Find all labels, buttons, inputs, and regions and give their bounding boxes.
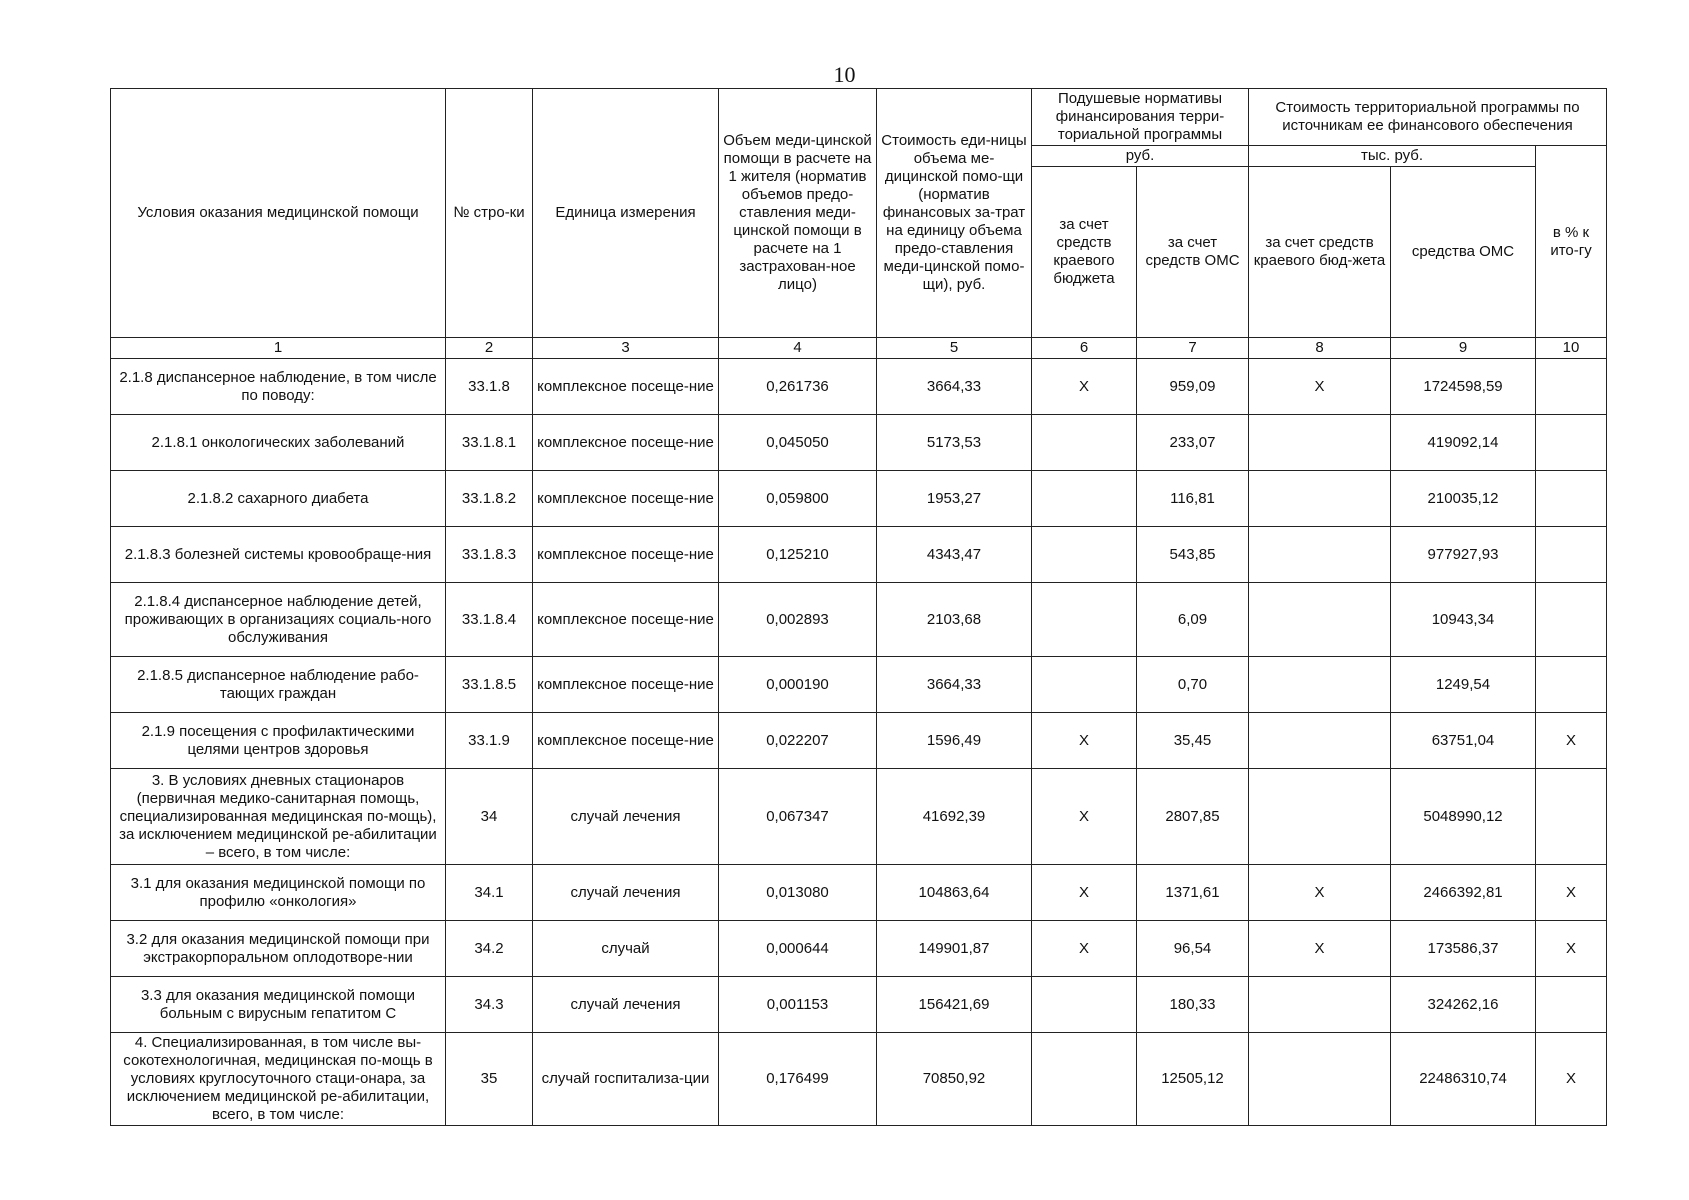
table-row [111,865,1607,921]
header-volume: Объем меди-цинской помощи в расчете на 1 жителя (норматив объемов предо-ставления меди-цинской помощи в расчете на 1 застрахован-ное лицо) [719,89,877,338]
row-line-number: 34.1 [446,865,533,921]
row-line-number: 33.1.9 [446,713,533,769]
column-number: 3 [533,338,719,359]
row-unit: комплексное посеще-ние [533,527,719,583]
row-unit-cost: 104863,64 [877,865,1032,921]
row-percent: Х [1536,865,1607,921]
row-volume: 0,176499 [719,1033,877,1126]
row-oms-cost: 2466392,81 [1391,865,1536,921]
row-unit: случай лечения [533,865,719,921]
row-condition: 3.3 для оказания медицинской помощи больным с вирусным гепатитом С [111,977,446,1033]
row-volume: 0,013080 [719,865,877,921]
row-condition: 3.2 для оказания медицинской помощи при экстракорпоральном оплодотворе-нии [111,921,446,977]
row-volume: 0,022207 [719,713,877,769]
row-unit: случай госпитализа-ции [533,1033,719,1126]
row-unit-cost: 4343,47 [877,527,1032,583]
header-unit-cost: Стоимость еди-ницы объема ме-дицинской помо-щи (норматив финансовых за-трат на единицу объема предо-ставления меди-цинской помо-щи), руб. [877,89,1032,338]
row-oms-norm: 35,45 [1137,713,1249,769]
row-unit: комплексное посеще-ние [533,359,719,415]
page-number: 10 [833,62,856,87]
row-line-number: 33.1.8.5 [446,657,533,713]
row-regional-budget-cost [1249,583,1391,657]
row-line-number: 35 [446,1033,533,1126]
row-regional-budget-cost [1249,471,1391,527]
table-row [111,527,1607,583]
row-line-number: 34.3 [446,977,533,1033]
row-unit: комплексное посеще-ние [533,583,719,657]
row-unit: комплексное посеще-ние [533,415,719,471]
row-regional-budget-norm [1032,471,1137,527]
row-percent: Х [1536,1033,1607,1126]
row-regional-budget-cost [1249,1033,1391,1126]
row-regional-budget-norm: Х [1032,921,1137,977]
row-regional-budget-norm: Х [1032,865,1137,921]
row-oms-cost: 324262,16 [1391,977,1536,1033]
row-line-number: 34.2 [446,921,533,977]
row-regional-budget-norm: Х [1032,769,1137,865]
row-condition: 2.1.8.4 диспансерное наблюдение детей, проживающих в организациях социаль-ного обслуживания [111,583,446,657]
table-row [111,583,1607,657]
header-conditions: Условия оказания медицинской помощи [111,89,446,338]
row-regional-budget-norm [1032,527,1137,583]
row-oms-norm: 116,81 [1137,471,1249,527]
table-row [111,415,1607,471]
row-unit-cost: 3664,33 [877,359,1032,415]
table-row [111,657,1607,713]
row-line-number: 33.1.8.1 [446,415,533,471]
row-oms-norm: 0,70 [1137,657,1249,713]
row-oms-cost: 63751,04 [1391,713,1536,769]
row-unit: случай [533,921,719,977]
row-line-number: 33.1.8.4 [446,583,533,657]
row-percent [1536,359,1607,415]
row-unit: случай лечения [533,769,719,865]
column-number: 5 [877,338,1032,359]
row-condition: 2.1.8.1 онкологических заболеваний [111,415,446,471]
row-unit-cost: 156421,69 [877,977,1032,1033]
row-volume: 0,067347 [719,769,877,865]
header-unit-rub: руб. [1032,146,1249,167]
row-volume: 0,261736 [719,359,877,415]
table-row [111,713,1607,769]
row-condition: 4. Специализированная, в том числе вы-сокотехнологичная, медицинская по-мощь в условиях круглосуточного стаци-онара, за исключением медицинской ре-абилитации, всего, в том числе: [111,1033,446,1126]
row-volume: 0,002893 [719,583,877,657]
row-oms-cost: 419092,14 [1391,415,1536,471]
column-number: 9 [1391,338,1536,359]
row-percent [1536,977,1607,1033]
row-regional-budget-cost [1249,769,1391,865]
row-oms-cost: 5048990,12 [1391,769,1536,865]
header-cost-group: Стоимость территориальной программы по источникам ее финансового обеспечения [1249,89,1607,146]
row-oms-norm: 6,09 [1137,583,1249,657]
row-regional-budget-norm [1032,415,1137,471]
row-volume: 0,001153 [719,977,877,1033]
row-line-number: 34 [446,769,533,865]
row-unit-cost: 1953,27 [877,471,1032,527]
row-percent [1536,415,1607,471]
row-volume: 0,000190 [719,657,877,713]
row-unit-cost: 70850,92 [877,1033,1032,1126]
header-per-capita-group: Подушевые нормативы финансирования терри-ториальной программы [1032,89,1249,146]
row-condition: 2.1.8 диспансерное наблюдение, в том числе по поводу: [111,359,446,415]
row-percent [1536,583,1607,657]
row-unit: комплексное посеще-ние [533,471,719,527]
row-regional-budget-cost: Х [1249,921,1391,977]
column-number: 2 [446,338,533,359]
header-unit-thousand-rub: тыс. руб. [1249,146,1536,167]
row-oms-cost: 173586,37 [1391,921,1536,977]
row-oms-cost: 1724598,59 [1391,359,1536,415]
row-percent: Х [1536,921,1607,977]
row-line-number: 33.1.8.3 [446,527,533,583]
column-number: 4 [719,338,877,359]
row-regional-budget-norm: Х [1032,359,1137,415]
row-condition: 2.1.8.2 сахарного диабета [111,471,446,527]
row-line-number: 33.1.8 [446,359,533,415]
row-unit-cost: 2103,68 [877,583,1032,657]
row-condition: 2.1.9 посещения с профилактическими целями центров здоровья [111,713,446,769]
column-number: 8 [1249,338,1391,359]
row-oms-norm: 1371,61 [1137,865,1249,921]
column-number: 7 [1137,338,1249,359]
row-regional-budget-cost: Х [1249,359,1391,415]
table-row [111,921,1607,977]
row-unit: комплексное посеще-ние [533,657,719,713]
row-volume: 0,045050 [719,415,877,471]
row-percent [1536,769,1607,865]
row-unit-cost: 1596,49 [877,713,1032,769]
row-volume: 0,125210 [719,527,877,583]
row-regional-budget-norm [1032,583,1137,657]
header-unit: Единица измерения [533,89,719,338]
row-oms-norm: 96,54 [1137,921,1249,977]
row-volume: 0,059800 [719,471,877,527]
row-regional-budget-norm [1032,1033,1137,1126]
table-row [111,769,1607,865]
row-percent [1536,471,1607,527]
row-oms-norm: 2807,85 [1137,769,1249,865]
column-number: 6 [1032,338,1137,359]
row-unit-cost: 149901,87 [877,921,1032,977]
row-unit-cost: 5173,53 [877,415,1032,471]
row-condition: 3.1 для оказания медицинской помощи по профилю «онкология» [111,865,446,921]
row-oms-cost: 977927,93 [1391,527,1536,583]
row-regional-budget-norm: Х [1032,713,1137,769]
header-regional-budget: за счет средств краевого бюджета [1032,167,1137,338]
row-regional-budget-cost [1249,657,1391,713]
row-unit: комплексное посеще-ние [533,713,719,769]
financing-table [110,88,1607,1126]
table-row [111,471,1607,527]
header-oms: за счет средств ОМС [1137,167,1249,338]
row-percent [1536,527,1607,583]
row-regional-budget-cost [1249,977,1391,1033]
row-oms-cost: 210035,12 [1391,471,1536,527]
row-oms-norm: 233,07 [1137,415,1249,471]
row-regional-budget-cost [1249,527,1391,583]
row-unit: случай лечения [533,977,719,1033]
header-percent: в % к ито-гу [1536,146,1607,338]
row-regional-budget-cost [1249,415,1391,471]
row-percent [1536,657,1607,713]
row-unit-cost: 3664,33 [877,657,1032,713]
column-number: 1 [111,338,446,359]
row-condition: 2.1.8.3 болезней системы кровообраще-ния [111,527,446,583]
row-oms-cost: 1249,54 [1391,657,1536,713]
header-cost-oms: средства ОМС [1391,167,1536,338]
row-regional-budget-cost: Х [1249,865,1391,921]
row-condition: 2.1.8.5 диспансерное наблюдение рабо-тающих граждан [111,657,446,713]
row-volume: 0,000644 [719,921,877,977]
header-cost-regional-budget: за счет средств краевого бюд-жета [1249,167,1391,338]
row-oms-cost: 10943,34 [1391,583,1536,657]
table-row [111,359,1607,415]
column-number: 10 [1536,338,1607,359]
row-regional-budget-norm [1032,657,1137,713]
row-oms-norm: 959,09 [1137,359,1249,415]
row-regional-budget-norm [1032,977,1137,1033]
table-row [111,977,1607,1033]
row-condition: 3. В условиях дневных стационаров (первичная медико-санитарная помощь, специализированная медицинская по-мощь), за исключением медицинской ре-абилитации – всего, в том числе: [111,769,446,865]
row-unit-cost: 41692,39 [877,769,1032,865]
row-oms-norm: 180,33 [1137,977,1249,1033]
row-line-number: 33.1.8.2 [446,471,533,527]
row-oms-norm: 12505,12 [1137,1033,1249,1126]
table-row [111,1033,1607,1126]
row-oms-norm: 543,85 [1137,527,1249,583]
row-oms-cost: 22486310,74 [1391,1033,1536,1126]
header-line-number: № стро-ки [446,89,533,338]
row-regional-budget-cost [1249,713,1391,769]
row-percent: Х [1536,713,1607,769]
